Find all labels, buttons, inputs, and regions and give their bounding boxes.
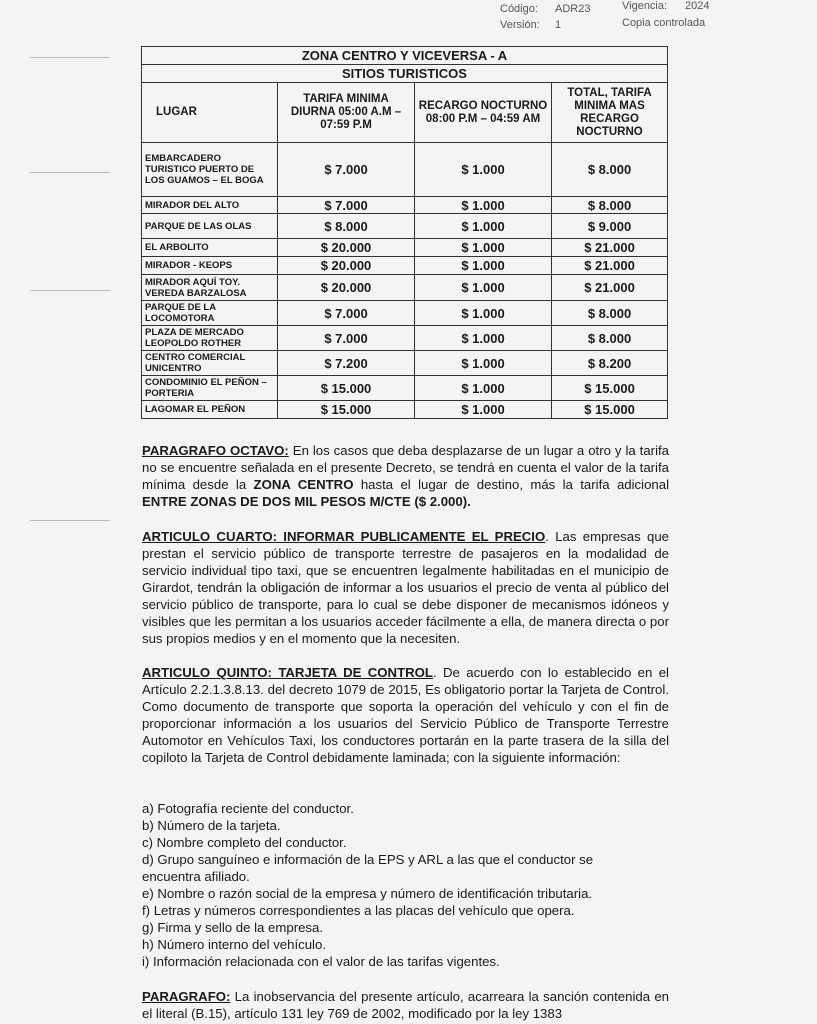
list-item: e) Nombre o razón social de la empresa y número de identificación tributaria. xyxy=(142,886,593,901)
col-header-lugar: LUGAR xyxy=(142,83,278,143)
scan-artifact xyxy=(30,172,110,173)
list-item: encuentra afiliado. xyxy=(142,869,250,884)
articulo-quinto xyxy=(142,664,669,766)
row-lugar: MIRADOR AQUÍ TOY. VEREDA BARZALOSA xyxy=(142,275,278,301)
requisitos-list xyxy=(142,800,682,970)
table-row xyxy=(142,376,668,401)
col-header-total: TOTAL, TARIFA MINIMA MAS RECARGO NOCTURNO xyxy=(552,83,668,143)
table-row xyxy=(142,143,668,197)
list-item: i) Información relacionada con el valor de las tarifas vigentes. xyxy=(142,954,500,969)
table-row xyxy=(142,301,668,326)
list-item: b) Número de la tarjeta. xyxy=(142,818,281,833)
paragrafo-final-heading: PARAGRAFO: xyxy=(142,989,231,1004)
row-recargo: $ 1.000 xyxy=(415,197,552,214)
row-total: $ 15.000 xyxy=(552,376,668,401)
version-value: 1 xyxy=(555,19,562,31)
row-recargo: $ 1.000 xyxy=(415,257,552,275)
row-recargo: $ 1.000 xyxy=(415,214,552,239)
row-diurna: $ 15.000 xyxy=(278,401,415,419)
document-header xyxy=(0,0,817,40)
row-recargo: $ 1.000 xyxy=(415,275,552,301)
row-lugar: LAGOMAR EL PEÑON xyxy=(142,401,278,419)
row-lugar: PLAZA DE MERCADO LEOPOLDO ROTHER xyxy=(142,326,278,351)
row-total: $ 21.000 xyxy=(552,239,668,257)
articulo-cuarto-heading: ARTICULO CUARTO: INFORMAR PUBLICAMENTE EL PRECIO xyxy=(142,529,546,544)
row-diurna: $ 15.000 xyxy=(278,376,415,401)
row-diurna: $ 20.000 xyxy=(278,239,415,257)
articulo-quinto-heading: ARTICULO QUINTO: TARJETA DE CONTROL xyxy=(142,665,433,680)
articulo-cuarto xyxy=(142,528,669,647)
vigencia-value: 2024 xyxy=(685,0,710,12)
row-total: $ 21.000 xyxy=(552,257,668,275)
table-row xyxy=(142,257,668,275)
vigencia-label: Vigencia: xyxy=(622,0,668,12)
row-total: $ 15.000 xyxy=(552,401,668,419)
paragrafo-octavo xyxy=(142,442,669,510)
paragrafo-final-text: La inobservancia del presente artículo, acarreara la sanción contenida en el literal (B.15), artículo 131 ley 769 de 2002, modificado por la ley 1383 xyxy=(142,989,669,1021)
paragrafo-octavo-text1: En los casos que deba desplazarse de un lugar a otro y la tarifa no se encuentre señalada en el presente Decreto, se tendrá en cuenta el valor de la tarifa mínima desde la xyxy=(142,443,670,492)
table-row xyxy=(142,197,668,214)
row-total: $ 9.000 xyxy=(552,214,668,239)
row-lugar: PARQUE DE LA LOCOMOTORA xyxy=(142,301,278,326)
row-diurna: $ 8.000 xyxy=(278,214,415,239)
col-header-diurna: TARIFA MINIMA DIURNA 05:00 A.M – 07:59 P.M xyxy=(278,83,415,143)
row-total: $ 21.000 xyxy=(552,275,668,301)
row-total: $ 8.000 xyxy=(552,301,668,326)
row-lugar: EL ARBOLITO xyxy=(142,239,278,257)
row-diurna: $ 7.000 xyxy=(278,301,415,326)
row-lugar: CENTRO COMERCIAL UNICENTRO xyxy=(142,351,278,376)
row-total: $ 8.200 xyxy=(552,351,668,376)
row-diurna: $ 7.200 xyxy=(278,351,415,376)
scan-artifact xyxy=(30,290,110,291)
list-item: f) Letras y números correspondientes a las placas del vehículo que opera. xyxy=(142,903,575,918)
codigo-label: Código: xyxy=(500,3,538,15)
row-lugar: PARQUE DE LAS OLAS xyxy=(142,214,278,239)
col-header-recargo: RECARGO NOCTURNO 08:00 P.M – 04:59 AM xyxy=(415,83,552,143)
tarifas-table-wrapper xyxy=(141,46,667,419)
row-recargo: $ 1.000 xyxy=(415,401,552,419)
row-recargo: $ 1.000 xyxy=(415,239,552,257)
paragrafo-octavo-text2: hasta el lugar de destino, más la tarifa adicional xyxy=(353,477,670,492)
scan-artifact xyxy=(30,57,110,58)
paragrafo-octavo-bold2: ENTRE ZONAS DE DOS MIL PESOS M/CTE ($ 2.000). xyxy=(142,494,471,509)
row-diurna: $ 20.000 xyxy=(278,257,415,275)
row-lugar: EMBARCADERO TURISTICO PUERTO DE LOS GUAMOS – EL BOGA xyxy=(142,143,278,197)
table-row xyxy=(142,401,668,419)
row-diurna: $ 7.000 xyxy=(278,326,415,351)
row-recargo: $ 1.000 xyxy=(415,143,552,197)
paragrafo-octavo-bold1: ZONA CENTRO xyxy=(253,477,354,492)
list-item: c) Nombre completo del conductor. xyxy=(142,835,347,850)
table-title-sitios: SITIOS TURISTICOS xyxy=(142,65,668,83)
row-lugar: MIRADOR - KEOPS xyxy=(142,257,278,275)
articulo-quinto-text: . De acuerdo con lo establecido en el Artículo 2.2.1.3.8.13. del decreto 1079 de 2015, Es obligatorio portar la Tarjeta de Control. Como documento de transporte que soporta la operación del vehículo y con el fin de proporcionar información a los usuarios del Servicio Público de Transporte Terrestre Automotor en Vehículos Taxi, los conductores portarán en la parte trasera de la silla del copiloto la Tarjeta de Control debidamente laminada; con la siguiente información: xyxy=(142,665,669,765)
row-lugar: CONDOMINIO EL PEÑON – PORTERIA xyxy=(142,376,278,401)
scan-artifact xyxy=(30,520,110,521)
list-item: h) Número interno del vehículo. xyxy=(142,937,326,952)
row-total: $ 8.000 xyxy=(552,326,668,351)
table-row xyxy=(142,275,668,301)
articulo-cuarto-text: . Las empresas que prestan el servicio público de transporte terrestre de pasajeros en la modalidad de servicio individual tipo taxi, que se encuentren legalmente habilitadas en el municipio de Girardot, tendrán la obligación de informar a los usuarios el precio de venta al público del servicio público de transporte, para lo cual se debe disponer de mecanismos idóneos y visibles que les permitan a los usuarios acceder fácilmente a ella, de manera directa o por sus propios medios y en el momento que la necesiten. xyxy=(142,529,669,646)
list-item: a) Fotografía reciente del conductor. xyxy=(142,801,354,816)
row-diurna: $ 20.000 xyxy=(278,275,415,301)
table-title-zona: ZONA CENTRO Y VICEVERSA - A xyxy=(142,47,668,65)
row-diurna: $ 7.000 xyxy=(278,143,415,197)
table-row xyxy=(142,214,668,239)
codigo-value: ADR23 xyxy=(555,3,591,15)
row-total: $ 8.000 xyxy=(552,143,668,197)
row-total: $ 8.000 xyxy=(552,197,668,214)
row-diurna: $ 7.000 xyxy=(278,197,415,214)
table-row xyxy=(142,351,668,376)
version-label: Versión: xyxy=(500,19,540,31)
row-recargo: $ 1.000 xyxy=(415,376,552,401)
table-row xyxy=(142,326,668,351)
paragrafo-octavo-heading: PARAGRAFO OCTAVO: xyxy=(142,443,289,458)
row-recargo: $ 1.000 xyxy=(415,301,552,326)
copia-controlada: Copia controlada xyxy=(622,17,706,29)
tarifas-table xyxy=(141,46,668,419)
list-item: d) Grupo sanguíneo e información de la EPS y ARL a las que el conductor se xyxy=(142,852,594,867)
row-recargo: $ 1.000 xyxy=(415,351,552,376)
list-item: g) Firma y sello de la empresa. xyxy=(142,920,324,935)
row-recargo: $ 1.000 xyxy=(415,326,552,351)
row-lugar: MIRADOR DEL ALTO xyxy=(142,197,278,214)
table-row xyxy=(142,239,668,257)
paragrafo-final xyxy=(142,988,669,1022)
